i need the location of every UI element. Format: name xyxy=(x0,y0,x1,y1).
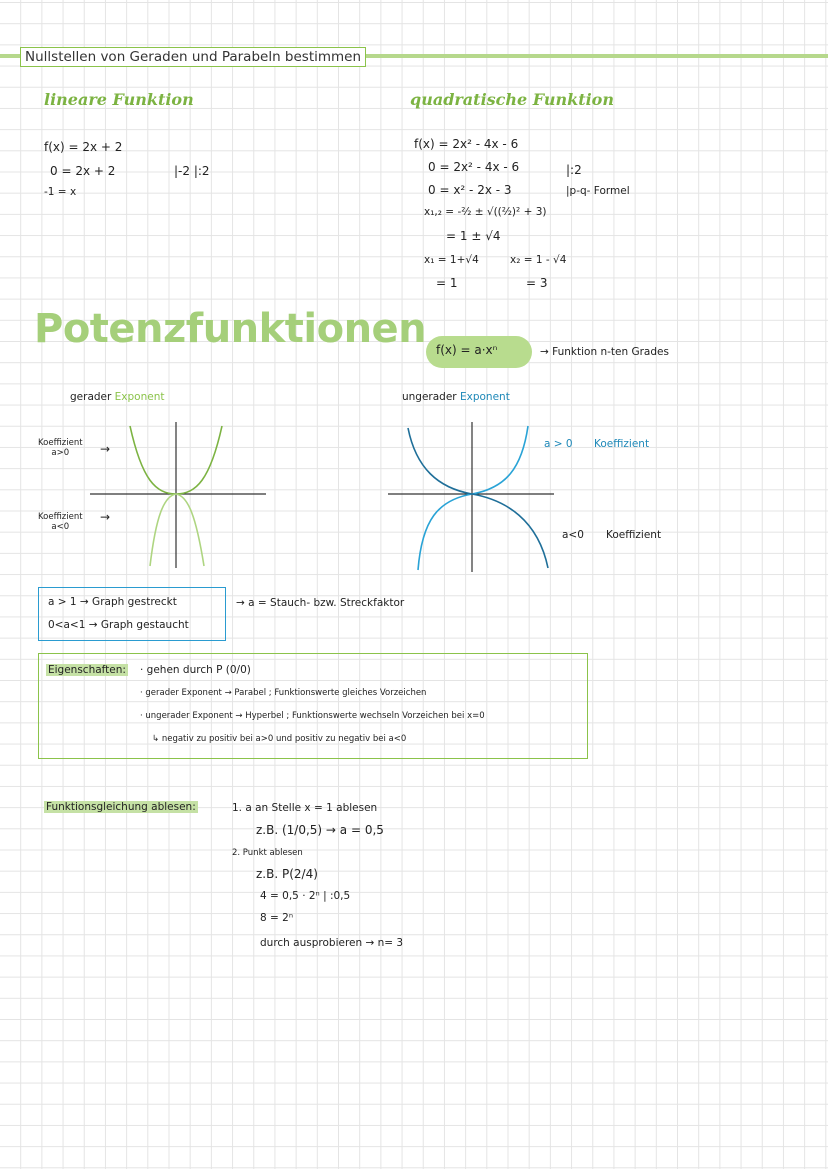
stretch-line-1: a > 1 → Graph gestreckt xyxy=(48,596,177,608)
linear-line-1: f(x) = 2x + 2 xyxy=(44,140,123,154)
read-line-4: z.B. P(2/4) xyxy=(256,867,318,881)
odd-label-1: ungerader xyxy=(402,391,457,403)
even-graph xyxy=(90,420,270,570)
read-line-6: 8 = 2ⁿ xyxy=(260,912,294,924)
quad-line-5: = 1 ± √4 xyxy=(446,229,501,243)
quad-x2: x₂ = 1 - √4 xyxy=(510,254,567,266)
linear-heading: lineare Funktion xyxy=(44,90,194,109)
formula: f(x) = a·xⁿ xyxy=(436,343,498,357)
linear-note: |-2 |:2 xyxy=(174,164,210,178)
odd-pos-cond: a > 0 xyxy=(544,438,573,450)
quadratic-heading: quadratische Funktion xyxy=(410,90,614,109)
coef-pos-label: Koeffizient xyxy=(38,438,83,448)
properties-label-text: Eigenschaften: xyxy=(48,664,126,676)
coef-neg-label: Koeffizient xyxy=(38,512,83,522)
read-line-5: 4 = 0,5 · 2ⁿ | :0,5 xyxy=(260,890,351,902)
read-line-7: durch ausprobieren → n= 3 xyxy=(260,937,404,949)
linear-line-3: -1 = x xyxy=(44,186,77,198)
stretch-line-2: 0<a<1 → Graph gestaucht xyxy=(48,619,189,631)
page-title: Nullstellen von Geraden und Parabeln bestimmen xyxy=(20,47,366,67)
property-1: · gehen durch P (0/0) xyxy=(140,664,251,676)
linear-line-2: 0 = 2x + 2 xyxy=(50,164,116,178)
quad-note-1: |:2 xyxy=(566,163,582,177)
quad-line-3: 0 = x² - 2x - 3 xyxy=(428,183,512,197)
even-label xyxy=(70,391,165,403)
properties-label xyxy=(46,664,128,676)
quad-note-2: |p-q- Formel xyxy=(566,185,630,197)
coef-neg-block xyxy=(38,512,83,532)
quad-x2-result: = 3 xyxy=(526,276,548,290)
odd-neg-label: Koeffizient xyxy=(606,529,662,541)
read-label-text: Funktionsgleichung ablesen: xyxy=(46,801,196,813)
odd-curve-neg xyxy=(408,428,548,568)
arrow-pos: → xyxy=(100,442,111,456)
odd-pos-label: Koeffizient xyxy=(594,438,650,450)
even-label-1: gerader xyxy=(70,391,112,403)
read-label xyxy=(44,801,198,813)
arrow-neg: → xyxy=(100,510,111,524)
odd-label-2: Exponent xyxy=(459,391,510,403)
coef-pos-block xyxy=(38,438,83,458)
quad-line-4: x₁,₂ = -²⁄₂ ± √((²⁄₂)² + 3) xyxy=(424,206,547,218)
coef-pos-cond: a>0 xyxy=(51,448,70,458)
odd-curve-pos xyxy=(418,426,528,570)
even-curve-neg xyxy=(150,494,204,566)
stretch-note: → a = Stauch- bzw. Streckfaktor xyxy=(236,597,405,609)
property-2: · gerader Exponent → Parabel ; Funktionswerte gleiches Vorzeichen xyxy=(140,688,427,698)
read-line-1: 1. a an Stelle x = 1 ablesen xyxy=(232,802,378,814)
section-title: Potenzfunktionen xyxy=(34,306,427,352)
odd-neg-cond: a<0 xyxy=(562,529,584,541)
coef-neg-cond: a<0 xyxy=(51,522,70,532)
quad-line-2: 0 = 2x² - 4x - 6 xyxy=(428,160,520,174)
quad-x1: x₁ = 1+√4 xyxy=(424,254,479,266)
read-line-3: 2. Punkt ablesen xyxy=(232,848,303,858)
read-line-2: z.B. (1/0,5) → a = 0,5 xyxy=(256,823,384,837)
property-3: · ungerader Exponent → Hyperbel ; Funktionswerte wechseln Vorzeichen bei x=0 xyxy=(140,711,485,721)
quad-line-1: f(x) = 2x² - 4x - 6 xyxy=(414,137,519,151)
formula-note: → Funktion n-ten Grades xyxy=(540,346,669,358)
quad-x1-result: = 1 xyxy=(436,276,458,290)
odd-graph xyxy=(388,420,558,575)
even-label-2: Exponent xyxy=(114,391,165,403)
property-4: ↳ negativ zu positiv bei a>0 und positiv zu negativ bei a<0 xyxy=(152,734,407,744)
odd-label xyxy=(402,391,510,403)
